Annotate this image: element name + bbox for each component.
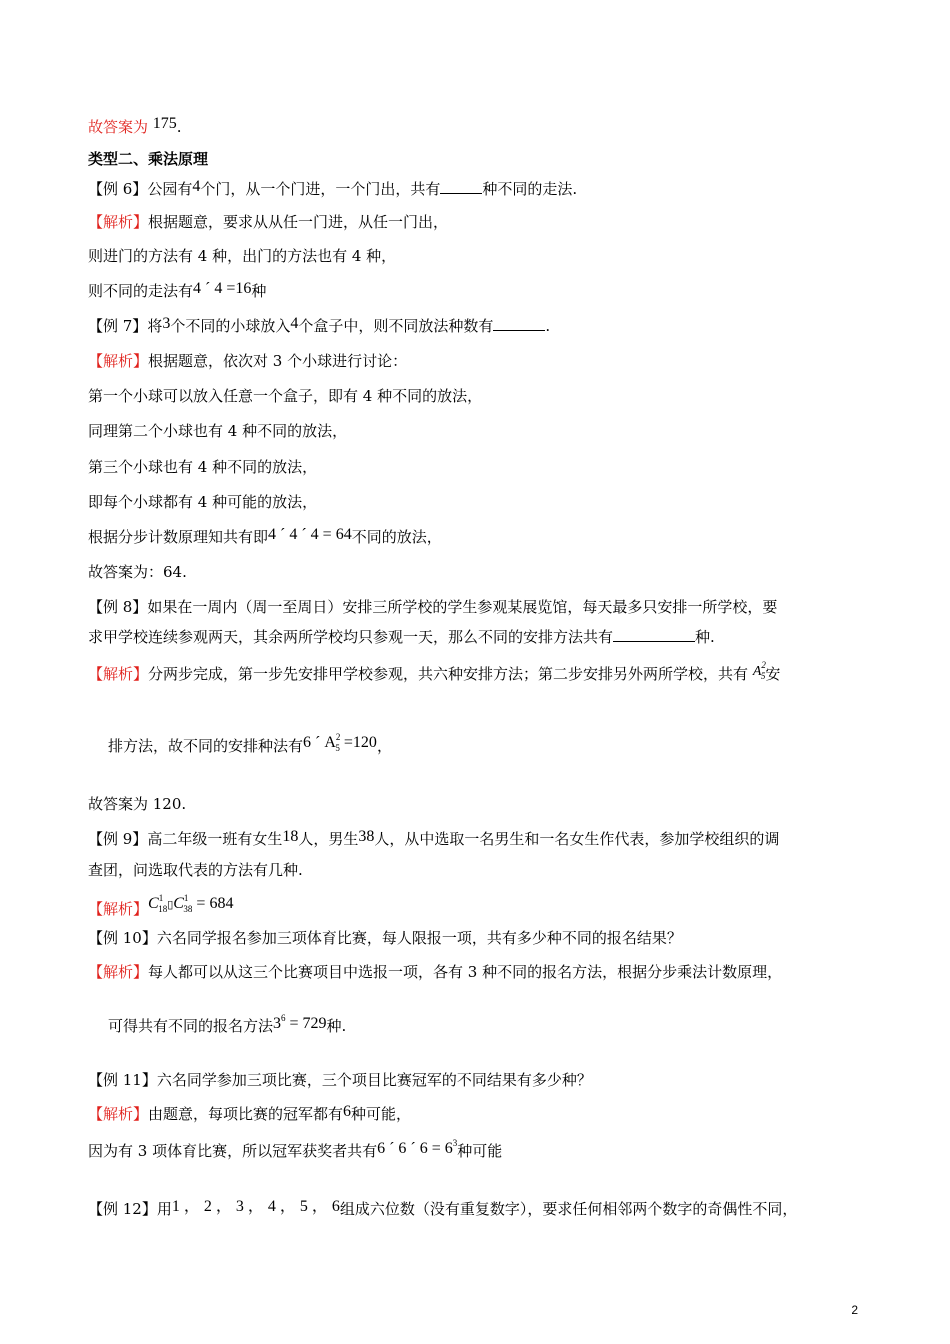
text-line [88,794,186,814]
text: 如果在一周内（周一至周日）安排三所学校的学生参观某展览馆，每天最多只安排一所学校，要 [147,598,778,616]
text-line [88,527,442,548]
example-label: 【例 12】 [88,1200,157,1218]
text: 个盒子中，则不同放法种数有 [298,317,494,335]
text: ， [376,737,392,755]
formula-sup: 3 [452,1138,458,1148]
page-number: 2 [851,1303,858,1317]
text-line [88,421,347,441]
formula-part: 6 ´ A [303,734,336,751]
example-12 [88,1199,797,1220]
text: 分两步完成，第一步先安排甲学校参观，共六种安排方法；第二步安排另外两所学校，共有 [148,665,749,683]
formula-sup: 1 [183,893,189,903]
formula-symbol: A [752,664,762,679]
text: 每人都可以从这三个比赛项目中选报一项，各有 3 种不同的报名方法，根据分步乘法计数原理， [148,963,783,981]
text: 查团，问选取代表的方法有几种. [88,861,303,879]
formula [752,660,766,681]
formula-sub: 38 [183,904,193,914]
text: 则进门的方法有 4 种，出门的方法也有 4 种， [88,247,397,265]
analysis-line [88,1104,411,1125]
text-line [88,246,396,266]
analysis-label: 【解析】 [88,963,149,981]
text-line [88,627,715,647]
text-line [88,281,266,302]
text-line [108,1013,347,1038]
example-label: 【例 8】 [88,598,148,616]
formula: 4 ´ 4 =16 [193,280,252,297]
answer-label: 故答案为 [88,118,149,136]
analysis-label: 【解析】 [88,1105,149,1123]
analysis-line [88,351,407,371]
formula-sup: 6 [281,1013,286,1023]
text: 人，男生 [298,830,359,848]
text-line [108,732,392,758]
text: 人，从中选取一名男生和一名女生作代表，参加学校组织的调 [374,830,780,848]
analysis-label: 【解析】 [88,213,149,231]
text: 种. [695,628,715,646]
example-11 [88,1070,592,1090]
text: 故答案为：64. [88,563,187,581]
formula-part: = 684 [192,895,234,912]
formula [273,1015,327,1032]
answer-blank [493,316,545,331]
text: 因为有 3 项体育比赛，所以冠军获奖者共有 [88,1142,378,1160]
text: 种可能， [351,1105,412,1123]
answer-blank [440,179,482,194]
example-9 [88,829,779,850]
text: 可得共有不同的报名方法 [108,1017,274,1035]
formula: 4 [290,315,299,332]
text-line [88,492,317,512]
formula-sub: 5 [760,671,766,681]
text: 个不同的小球放入 [170,317,291,335]
formula: 6 [343,1103,352,1120]
formula: 4 [192,178,201,195]
formula-part: 6 ´ 6 ´ 6 = 6 [377,1140,453,1157]
analysis-line [88,962,782,982]
text: 求甲学校连续参观两天，其余两所学校均只参观一天，那么不同的安排方法共有 [88,628,614,646]
text: 第三个小球也有 4 种不同的放法， [88,458,318,476]
text: 六名同学报名参加三项体育比赛，每人限报一项，共有多少种不同的报名结果？ [156,929,682,947]
text: 由题意，每项比赛的冠军都有 [148,1105,344,1123]
formula-part: 3 [273,1015,282,1032]
text: . [545,317,551,335]
example-label: 【例 9】 [88,830,148,848]
analysis-line [88,660,781,686]
text: 根据题意，依次对 3 个小球进行讨论： [148,352,408,370]
formula: 1 ， 2 ， 3 ， 4 ， 5 ， 6 [171,1198,340,1215]
formula [303,734,377,751]
formula: 18 [282,828,299,845]
example-8 [88,597,777,617]
text: 组成六位数（没有重复数字），要求任何相邻两个数字的奇偶性不同， [339,1200,798,1218]
text-line [88,562,187,582]
section-title: 类型二、乘法原理 [88,150,209,168]
text: 则不同的走法有 [88,282,194,300]
example-6 [88,179,577,200]
analysis-line [88,212,448,232]
text: 个门，从一个门进，一个门出，共有 [200,180,441,198]
formula: 4 ´ 4 ´ 4 = 64 [268,526,352,543]
example-label: 【例 6】 [88,180,148,198]
formula-part: =120 [339,734,377,751]
formula: 3 [162,315,171,332]
text: 安 [765,665,781,683]
text-line [88,457,317,477]
formula-part: = 729 [285,1015,327,1032]
text: 同理第二个小球也有 4 种不同的放法， [88,422,348,440]
formula: 175 [152,115,177,132]
formula-sub: 5 [335,743,340,753]
analysis-label: 【解析】 [88,900,149,918]
example-7 [88,316,550,337]
text: 不同的放法， [351,528,442,546]
text: 将 [147,317,163,335]
text: 六名同学参加三项比赛，三个项目比赛冠军的不同结果有多少种？ [156,1071,592,1089]
example-label: 【例 7】 [88,317,148,335]
text: 根据题意，要求从从任一门进，从任一门出， [148,213,449,231]
formula [148,895,233,912]
text-line [88,386,482,406]
formula-dot: ▯ [167,899,174,911]
example-10 [88,928,682,948]
analysis-line [88,895,233,917]
formula-symbol: C [173,895,184,912]
text: 种不同的走法. [482,180,578,198]
section-heading [88,149,208,169]
text: 第一个小球可以放入任意一个盒子，即有 4 种不同的放法， [88,387,483,405]
punct: . [176,118,182,136]
answer-line [88,117,182,138]
text: 种. [326,1017,347,1035]
text: 公园有 [147,180,193,198]
formula-symbol: C [148,895,159,912]
text: 种 [251,282,267,300]
text-line [88,860,303,880]
text: 故答案为 120. [88,795,187,813]
text: 即每个小球都有 4 种可能的放法， [88,493,318,511]
example-label: 【例 11】 [88,1071,157,1089]
analysis-label: 【解析】 [88,665,149,683]
text: 高二年级一班有女生 [147,830,283,848]
answer-blank [613,627,695,642]
formula-sup: 1 [158,893,164,903]
analysis-label: 【解析】 [88,352,149,370]
formula [377,1140,457,1157]
formula-sub: 18 [158,904,168,914]
example-label: 【例 10】 [88,929,157,947]
formula: 38 [358,828,375,845]
formula-sup: 2 [761,660,766,670]
text: 种可能 [457,1142,503,1160]
text: 根据分步计数原理知共有即 [88,528,269,546]
text-line [88,1138,503,1163]
text: 排方法，故不同的安排种法有 [108,737,304,755]
text: 用 [156,1200,172,1218]
formula-sup: 2 [335,732,341,742]
